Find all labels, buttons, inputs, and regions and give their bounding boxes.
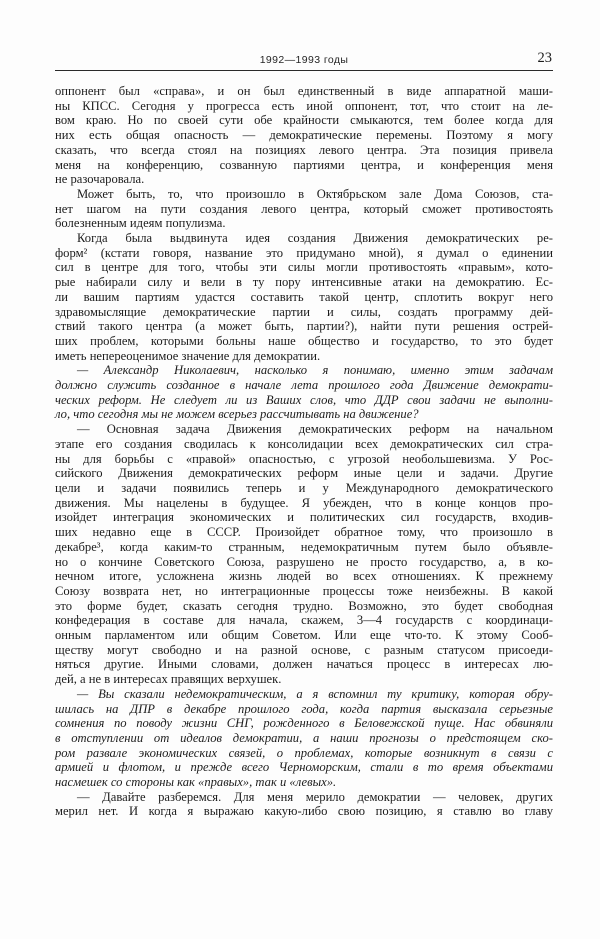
text-line: шилась на ДПР в декабре прошлого года, когда партия высказала серьезные	[55, 701, 553, 716]
text-line: — Основная задача Движения демократических реформ на начальном	[77, 422, 553, 437]
text-line: армией и флотом, и прежде всего Черноморским, стали в то время объектами	[55, 760, 553, 775]
text-line: ших недавно еще в СССР. Произойдет обратное тому, что произошло в	[55, 525, 553, 540]
text-line: насмешек со стороны как «правых», так и «левых».	[55, 775, 337, 790]
text-line: оппонент был «справа», и он был единственный в виде аппаратной маши-	[55, 84, 553, 98]
text-line: мерил нет. И когда я выражаю какую-либо свою позицию, я ставлю во главу	[55, 804, 553, 819]
paragraph	[55, 231, 553, 363]
text-line: это форме будет, сказать сегодня трудно. Возможно, это будет свободная	[55, 598, 553, 613]
text-line: иметь непереоценимое значение для демократии.	[55, 348, 321, 363]
paragraph	[55, 422, 553, 687]
text-line: меня на конференцию, созванную партиями центра, и конференция меня	[55, 157, 553, 172]
text-line: ческих реформ. Не следует ли из Ваших слов, что ДДР свои задачи не выполни-	[55, 392, 553, 407]
text-line: но о кончине Советского Союза, разрушено не просто государство, а, в ко-	[55, 554, 553, 569]
paragraph	[55, 790, 553, 819]
text-line: болезненным идеям популизма.	[55, 216, 226, 231]
text-line: ло, что сегодня мы не можем всерьез рассчитывать на движение?	[55, 407, 419, 422]
text-line: изойдет интеграция экономических и политических сил государств, входив-	[55, 510, 553, 525]
text-line: онным парламентом или общим Советом. Или еще что-то. К этому Сооб-	[55, 628, 553, 643]
text-line: рые набирали силу и вели в ту пору интенсивные атаки на демократию. Ес-	[55, 275, 553, 290]
text-line: сил в центре для того, чтобы эти силы могли противостоять «правым», кото-	[55, 260, 553, 275]
text-line: движения. Мы нацелены в будущее. Я убежден, что в конце концов про-	[55, 495, 553, 510]
text-line: дей, а не в интересах правящих верхушек.	[55, 672, 282, 687]
text-line: сийского Движения демократических реформ иные цели и задачи. Другие	[55, 466, 553, 481]
text-line: ших проблем, которыми больны наше общество и государство, то это будет	[55, 333, 553, 348]
text-line: ли вашим партиям удастся составить такой центр, сплотить вокруг него	[55, 289, 553, 304]
text-line: ствий такого центра (а может быть, партии?), найти пути решения острей-	[55, 319, 553, 334]
text-line: вом краю. Но по своей сути обе крайности смыкаются, тем более когда для	[55, 113, 553, 128]
text-line: ром развале экономических связей, о проблемах, которые возникнут в связи с	[55, 745, 553, 760]
text-line: форм² (кстати говоря, название это придумано мной), я думал о единении	[55, 245, 553, 260]
running-title: 1992—1993 годы	[259, 54, 349, 66]
paragraph	[55, 687, 553, 790]
text-line: декабре³, когда каким-то странным, недемократичным путем было объявле-	[55, 539, 553, 554]
paragraph	[55, 84, 553, 187]
text-line: них есть общая опасность — демократические перемены. Поэтому я могу	[55, 128, 553, 143]
text-line: Когда была выдвинута идея создания Движения демократических ре-	[77, 231, 553, 246]
text-line: — Вы сказали недемократическим, а я вспомнил ту критику, которая обру-	[77, 686, 553, 701]
paragraph	[55, 363, 553, 422]
text-line: нет шагом на пути создания левого центра, который сможет противостоять	[55, 201, 553, 216]
text-line: цели и задачи появились теперь и у Международного демократического	[55, 480, 553, 495]
text-line: нечном итоге, усложнена жизнь людей во всех отношениях. К прежнему	[55, 569, 553, 584]
page-number: 23	[537, 50, 552, 66]
text-line: этапе его создания сводилась к консолидации всех демократических сил стра-	[55, 436, 553, 451]
paragraph	[55, 187, 553, 231]
text-line: сказать, что всегда стоял на позициях левого центра. Эта позиция привела	[55, 142, 553, 157]
text-line: Может быть, то, что произошло в Октябрьском зале Дома Союзов, ста-	[77, 186, 553, 201]
text-line: в отступлении от идеалов демократии, а наши прогнозы о предстоящем ско-	[55, 730, 553, 745]
text-line: ществу могут свободно и на разной основе, с разным статусом присоеди-	[55, 642, 553, 657]
text-line: сомнения по поводу жизни СНГ, рожденного в Беловежской пуще. Нас обвиняли	[55, 716, 553, 731]
page-header	[55, 48, 553, 71]
page-body	[55, 84, 553, 819]
text-line: — Александр Николаевич, насколько я понимаю, именно этим задачам	[77, 363, 553, 378]
text-line: здравомыслящие демократические партии и силы, создать программу дей-	[55, 304, 553, 319]
text-line: ны для борьбы с «правой» опасностью, с угрозой необольшевизма. У Рос-	[55, 451, 553, 466]
text-line: не разочаровала.	[55, 172, 145, 187]
text-line: должно служить созданное в начале лета прошлого года Движение демократи-	[55, 378, 553, 393]
text-line: конфедерация в составе для начала, скажем, 3—4 государств с координаци-	[55, 613, 553, 628]
text-line: ны КПСС. Сегодня у прогресса есть иной оппонент, тот, что стоит на ле-	[55, 98, 553, 113]
text-line: няться другие. Иными словами, должен начаться процесс в интересах лю-	[55, 657, 553, 672]
text-line: — Давайте разберемся. Для меня мерило демократии — человек, других	[77, 789, 553, 804]
text-line: Союзу возврата нет, но интеграционные процессы тоже неизбежны. В какой	[55, 583, 553, 598]
